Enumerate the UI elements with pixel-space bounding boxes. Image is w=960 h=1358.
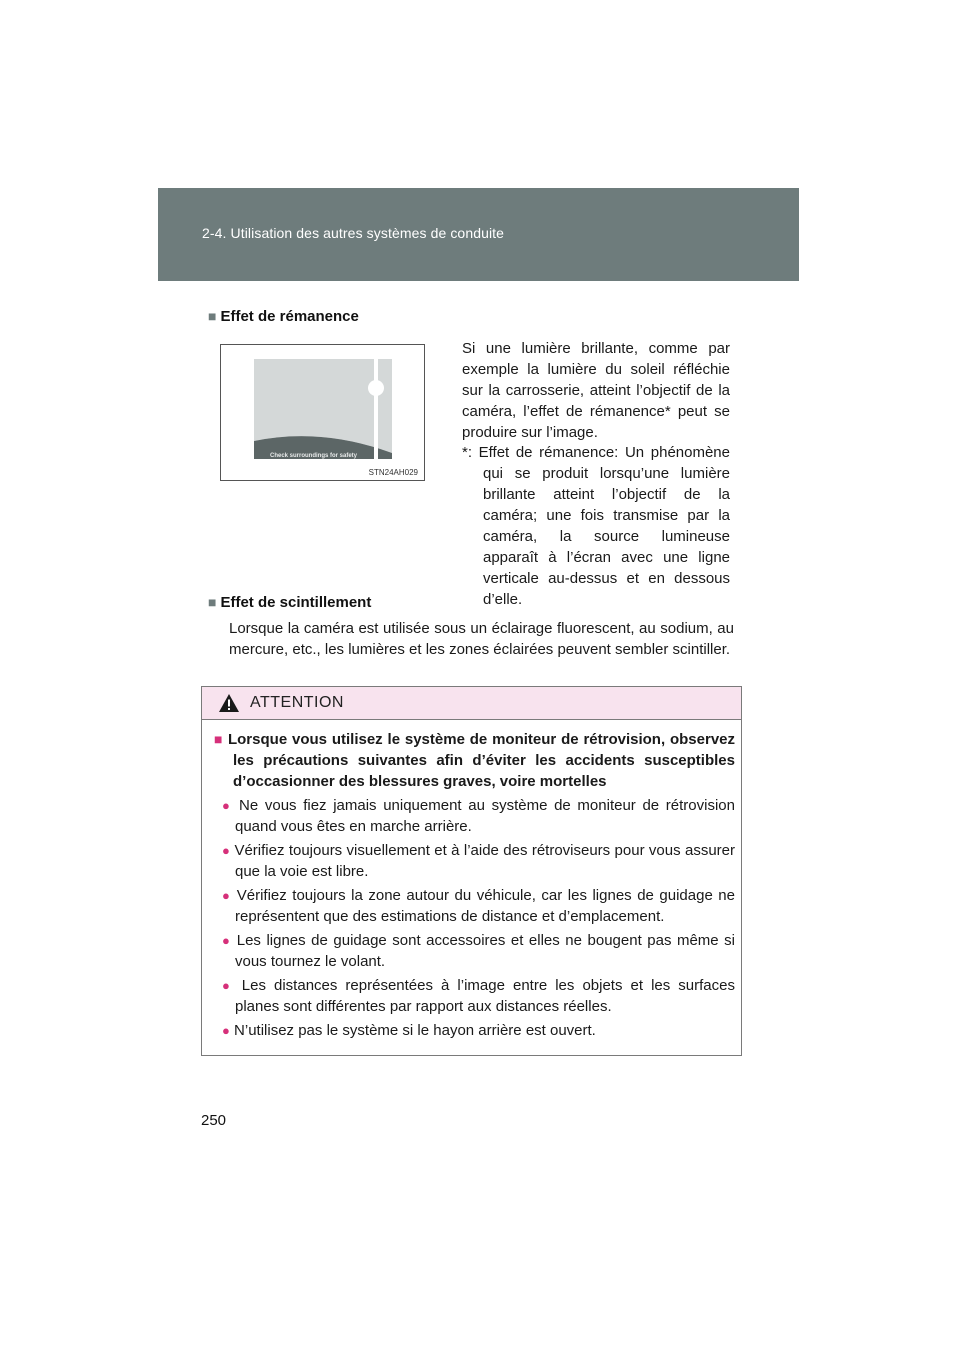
bullet-text: Ne vous fiez jamais uniquement au système de moniteur de rétrovision quand vous êtes en marche arrière. xyxy=(235,797,735,835)
remanence-body: Si une lumière brillante, comme par exemple la lumière du soleil réfléchie sur la carrosserie, atteint l’objectif de la caméra, l’effet de rémanence* peut se produire sur l’image. xyxy=(462,340,730,441)
bullet-text: Vérifiez toujours la zone autour du véhicule, car les lignes de guidage ne représentent que des estimations de distance et d’emplacement. xyxy=(235,887,735,925)
bright-light-spot xyxy=(368,380,384,396)
bullet-text: Vérifiez toujours visuellement et à l’aide des rétroviseurs pour vous assurer que la voie est libre. xyxy=(234,842,735,880)
camera-screen-svg xyxy=(221,345,424,480)
attention-header xyxy=(202,687,741,720)
bullet-dot-icon: ● xyxy=(222,933,232,948)
smear-vertical-line xyxy=(374,359,378,459)
flicker-body: Lorsque la caméra est utilisée sous un éclairage fluorescent, au sodium, au mercure, etc., les lumières et les zones éclairées peuvent sembler scintiller. xyxy=(229,620,734,658)
attention-box xyxy=(201,686,742,1056)
attention-bullet xyxy=(222,930,735,972)
attention-bullet xyxy=(222,885,735,927)
page-number: 250 xyxy=(201,1112,227,1129)
section-flicker-title: Effet de scintillement xyxy=(220,594,372,611)
attention-heading-text: Lorsque vous utilisez le système de moniteur de rétrovision, observez les précautions suivantes afin d’éviter les accidents susceptibles d’occasionner des blessures graves, voire mortelles xyxy=(227,731,736,790)
camera-screen-illustration xyxy=(220,344,425,481)
chapter-header-bar xyxy=(158,188,799,281)
bullet-dot-icon: ● xyxy=(222,843,231,858)
warning-triangle-icon xyxy=(218,693,240,713)
section-flicker-heading xyxy=(208,594,371,611)
attention-bullet xyxy=(222,795,735,837)
screen-message-text: Check surroundings for safety xyxy=(270,453,358,459)
attention-title: ATTENTION xyxy=(250,694,344,711)
figure-code: STN24AH029 xyxy=(368,468,418,477)
bullet-text: Les distances représentées à l’image entre les objets et les surfaces planes sont différentes par rapport aux distances réelles. xyxy=(235,977,735,1015)
bullet-dot-icon: ● xyxy=(222,798,233,813)
chapter-title: 2-4. Utilisation des autres systèmes de conduite xyxy=(202,225,505,241)
section-marker-icon: ■ xyxy=(208,308,217,324)
bullet-text: N’utilisez pas le système si le hayon arrière est ouvert. xyxy=(234,1022,596,1039)
section-remanence-title: Effet de rémanence xyxy=(220,308,359,325)
bullet-dot-icon: ● xyxy=(222,978,234,993)
bullet-text: Les lignes de guidage sont accessoires et elles ne bougent pas même si vous tournez le volant. xyxy=(235,932,735,970)
attention-marker-icon: ■ xyxy=(214,731,224,747)
remanence-footnote: *: Effet de rémanence: Un phénomène qui se produit lorsqu’une lumière brillante atteint l’objectif de la caméra; une fois transmise par la caméra, la source lumineuse apparaît à l’écran avec une ligne verticale au-dessus et en dessous d’elle. xyxy=(462,444,730,608)
attention-bullet xyxy=(222,975,735,1017)
section-remanence-heading xyxy=(208,308,359,325)
bullet-dot-icon: ● xyxy=(222,1023,230,1038)
attention-heading xyxy=(214,729,735,792)
bullet-dot-icon: ● xyxy=(222,888,232,903)
attention-bullet xyxy=(222,840,735,882)
attention-bullet xyxy=(222,1020,735,1041)
section-marker-icon: ■ xyxy=(208,594,217,610)
